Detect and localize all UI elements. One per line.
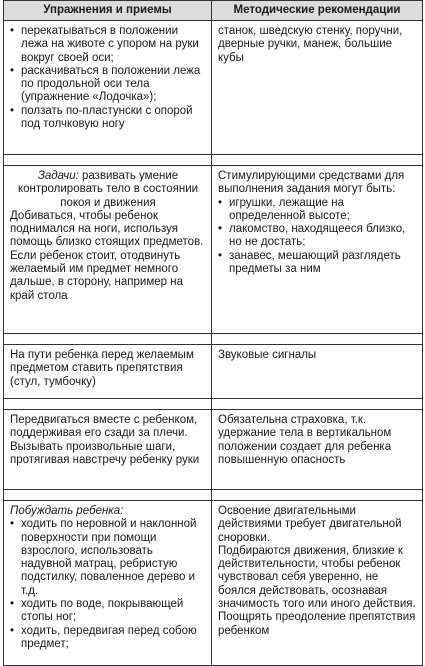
exercise-cell bbox=[4, 501, 212, 666]
list-item: • перекатываться в положении лежа на животе с упором на руки вокруг своей оси; bbox=[10, 25, 206, 65]
recommendation-cell bbox=[212, 166, 423, 334]
exercise-cell bbox=[4, 345, 212, 399]
table-row bbox=[4, 410, 423, 490]
recommendation-paragraph: Освоение двигательными действиями требует двигательной сноровки. bbox=[218, 505, 402, 544]
recommendation-text: Обязательна страховка, т.к. удержание тела в вертикальном положении создает для ребенка повышенную опасность bbox=[218, 414, 392, 466]
recommendation-list bbox=[218, 197, 417, 277]
exercise-cell bbox=[4, 21, 212, 155]
header-exercises: Упражнения и приемы bbox=[4, 1, 212, 21]
recommendation-text: станок, шведскую стенку, поручни, дверные ручки, манеж, большие кубы bbox=[218, 25, 403, 64]
recommendation-paragraph: Подбираются движения, близкие к действительности, чтобы ребенок чувствовал себя уверенно, не боялся действовать, осознавая значимость того или иного действия. bbox=[218, 544, 416, 611]
table-row bbox=[4, 345, 423, 399]
list-item: • игрушки, лежащие на определенной высоте; bbox=[218, 197, 417, 224]
recommendation-cell bbox=[212, 410, 423, 490]
task-label: Задачи: bbox=[37, 170, 79, 182]
exercise-paragraph: Добиваться, чтобы ребенок поднимался на ноги, используя помощь близко стоящих предметов. bbox=[10, 209, 204, 249]
task-text: развивать умение контролировать тело в состоянии покоя и движения bbox=[17, 170, 199, 209]
table-row bbox=[4, 166, 423, 334]
header-recommendations: Методические рекомендации bbox=[212, 1, 423, 21]
list-item: • ходить по воде, покрывающей стопы ног; bbox=[10, 598, 206, 625]
recommendation-intro: Стимулирующими средствами для выполнения задания могут быть: bbox=[218, 170, 405, 196]
list-item: • ходить по неровной и наклонной поверхности при помощи взрослого, использовать надувной матрац, ребристую подстилку, поваленное дерево и т.д. bbox=[10, 518, 206, 598]
list-item: • ходить, передвигая перед собою предмет; bbox=[10, 625, 206, 652]
recommendation-paragraph: Поощрять преодоление препятствия ребенком bbox=[218, 611, 416, 637]
list-item: • раскачиваться в положении лежа по продольной оси тела (упражнение «Лодочка»); bbox=[10, 65, 206, 105]
table-row bbox=[4, 21, 423, 155]
list-item: • лакомство, находящееся близко, но не достать; bbox=[218, 223, 417, 250]
exercise-paragraph: Если ребенок стоит, отодвинуть желаемый им предмет немного дальше, в сторону, например на край стола bbox=[10, 249, 183, 302]
list-item: • ползать по-пластунски с опорой под толчковую ногу bbox=[10, 105, 206, 132]
table-header-row bbox=[4, 1, 423, 21]
recommendation-text: Звуковые сигналы bbox=[218, 349, 317, 361]
task-statement bbox=[10, 170, 206, 210]
exercises-table bbox=[3, 0, 423, 666]
exercise-paragraph: Передвигаться вместе с ребенком, поддерживая его сзади за плечи. bbox=[10, 414, 198, 440]
table-row bbox=[4, 501, 423, 666]
exercise-paragraph: Вызывать произвольные шаги, протягивая навстречу ребенку руки bbox=[10, 440, 200, 466]
exercise-cell bbox=[4, 166, 212, 334]
recommendation-cell bbox=[212, 345, 423, 399]
list-item: • занавес, мешающий разглядеть предметы за ним bbox=[218, 250, 417, 277]
exercise-list bbox=[10, 518, 206, 651]
recommendation-cell bbox=[212, 501, 423, 666]
exercise-text: На пути ребенка перед желаемым предметом ставить препятствия (стул, тумбочку) bbox=[10, 349, 194, 388]
exercise-intro: Побуждать ребенка: bbox=[10, 505, 124, 517]
recommendation-cell bbox=[212, 21, 423, 155]
exercise-list bbox=[10, 25, 206, 131]
exercise-cell bbox=[4, 410, 212, 490]
